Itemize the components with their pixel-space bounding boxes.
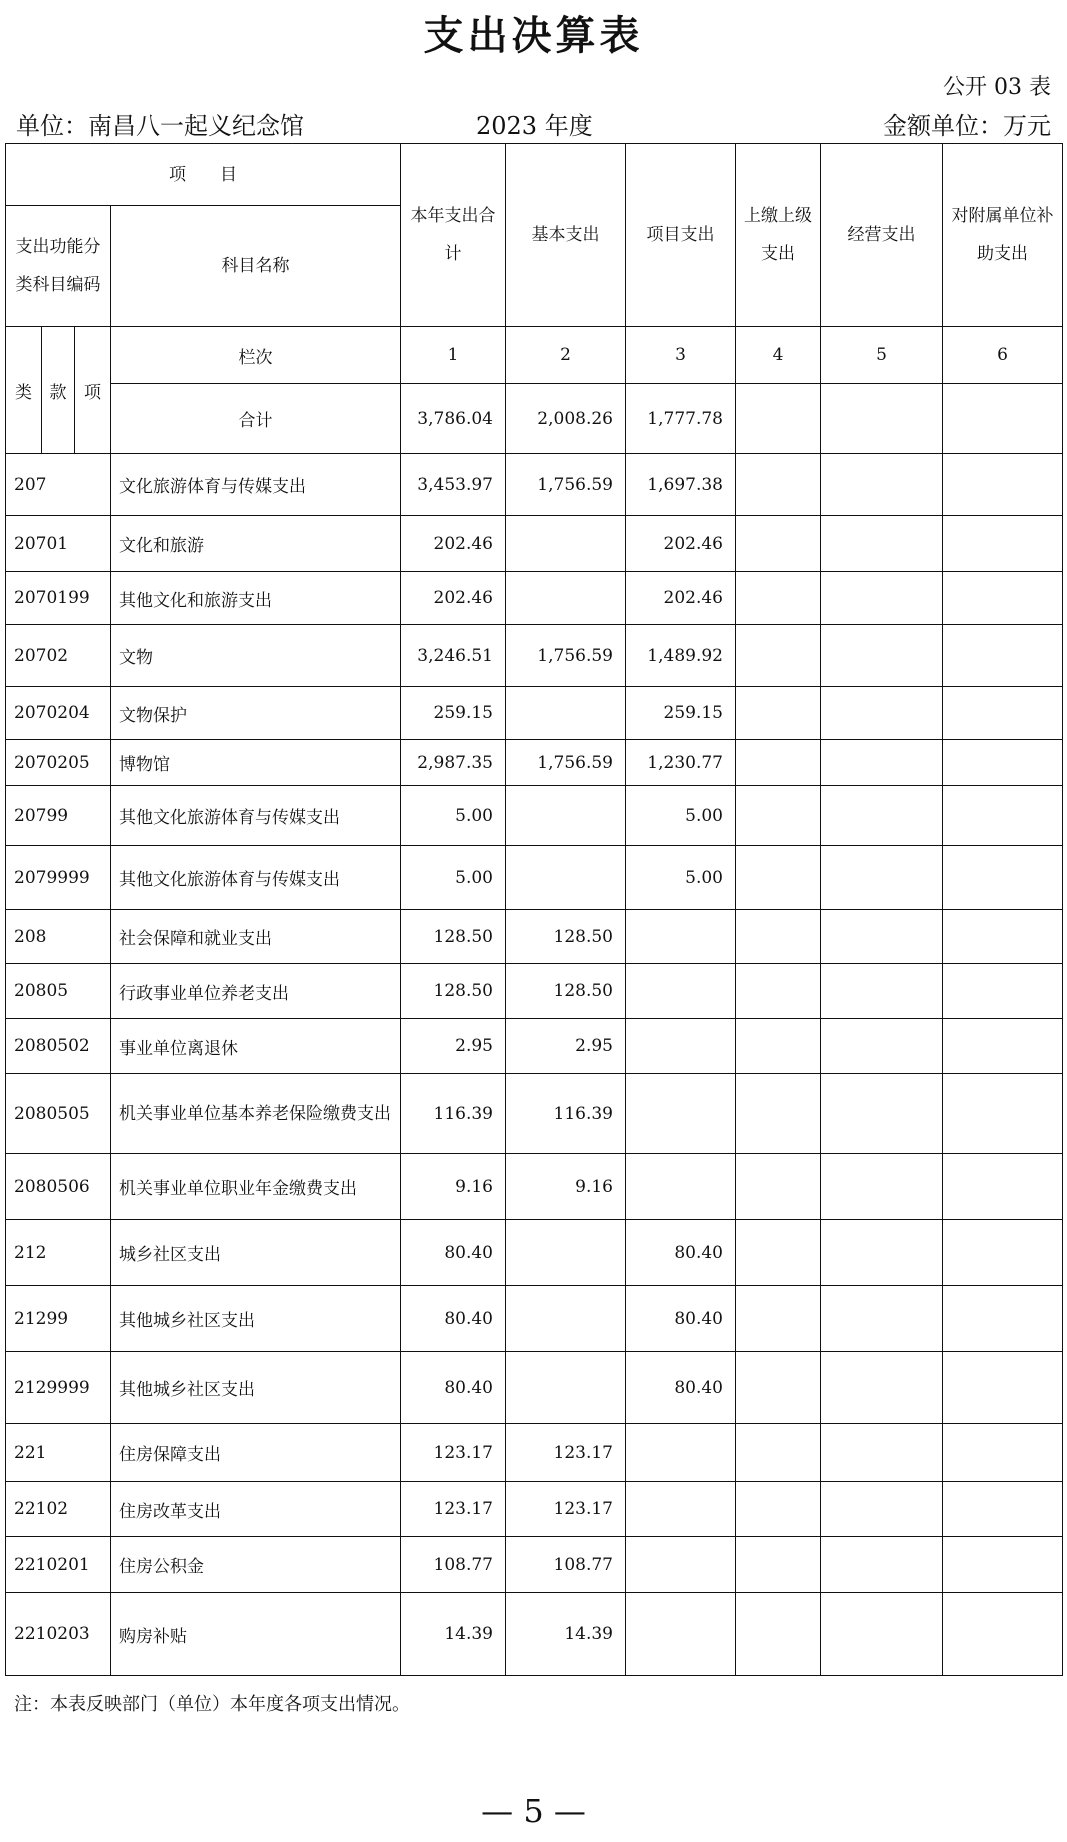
sum-value: [821, 384, 943, 454]
amount-subsidy: [943, 1074, 1063, 1154]
meta-row: [16, 106, 1051, 138]
amount-upper: [736, 1220, 821, 1286]
table-row: [6, 1220, 1063, 1286]
amount-basic: [506, 1352, 626, 1424]
amount-business: [821, 1537, 943, 1593]
page-number: — 5 —: [481, 1792, 586, 1830]
amount-business: [821, 1286, 943, 1352]
amount-subsidy: [943, 454, 1063, 516]
sum-value: 3,786.04: [401, 384, 506, 454]
col-total-header: 本年支出合计: [401, 144, 506, 327]
subject-code: 207: [6, 454, 111, 516]
table-row: [6, 1352, 1063, 1424]
amount-upper: [736, 786, 821, 846]
table-row: [6, 1286, 1063, 1352]
amount-project: [626, 1593, 736, 1676]
amount-basic: 2.95: [506, 1019, 626, 1074]
table-row: [6, 625, 1063, 687]
amount-total: 80.40: [401, 1352, 506, 1424]
subject-code: 2070204: [6, 687, 111, 740]
amount-business: [821, 1482, 943, 1537]
amount-upper: [736, 910, 821, 964]
subject-name: 机关事业单位基本养老保险缴费支出: [111, 1074, 401, 1154]
amount-upper: [736, 1482, 821, 1537]
amount-project: 1,489.92: [626, 625, 736, 687]
amount-subsidy: [943, 516, 1063, 572]
kuan-label: 款: [42, 327, 75, 454]
amount-upper: [736, 572, 821, 625]
table-row: [6, 454, 1063, 516]
subject-code: 212: [6, 1220, 111, 1286]
amount-business: [821, 1352, 943, 1424]
amount-business: [821, 1019, 943, 1074]
amount-total: 80.40: [401, 1286, 506, 1352]
col-basic-header: 基本支出: [506, 144, 626, 327]
amount-business: [821, 740, 943, 786]
amount-basic: 116.39: [506, 1074, 626, 1154]
column-number: 1: [401, 327, 506, 384]
column-number: 5: [821, 327, 943, 384]
table-row: [6, 1074, 1063, 1154]
table-row: [6, 1019, 1063, 1074]
table-row: [6, 1482, 1063, 1537]
amount-total: 2.95: [401, 1019, 506, 1074]
amount-project: [626, 1537, 736, 1593]
amount-total: 14.39: [401, 1593, 506, 1676]
amount-subsidy: [943, 1482, 1063, 1537]
table-row: [6, 1424, 1063, 1482]
column-number: 3: [626, 327, 736, 384]
amount-total: 3,246.51: [401, 625, 506, 687]
amount-upper: [736, 740, 821, 786]
amount-total: 80.40: [401, 1220, 506, 1286]
lei-label: 类: [6, 327, 42, 454]
subject-name: 其他文化和旅游支出: [111, 572, 401, 625]
amount-basic: [506, 572, 626, 625]
column-number: 6: [943, 327, 1063, 384]
amount-subsidy: [943, 1352, 1063, 1424]
sum-value: [736, 384, 821, 454]
amount-upper: [736, 516, 821, 572]
amount-upper: [736, 625, 821, 687]
amount-total: 123.17: [401, 1482, 506, 1537]
amount-upper: [736, 1154, 821, 1220]
table-row: [6, 786, 1063, 846]
subject-name: 文化旅游体育与传媒支出: [111, 454, 401, 516]
subject-name: 博物馆: [111, 740, 401, 786]
amount-project: 259.15: [626, 687, 736, 740]
subject-name: 住房保障支出: [111, 1424, 401, 1482]
amount-total: 128.50: [401, 964, 506, 1019]
amount-business: [821, 625, 943, 687]
subject-code: 20805: [6, 964, 111, 1019]
subject-code: 2079999: [6, 846, 111, 910]
subject-code: 208: [6, 910, 111, 964]
subject-name: 其他文化旅游体育与传媒支出: [111, 786, 401, 846]
amount-total: 128.50: [401, 910, 506, 964]
amount-total: 108.77: [401, 1537, 506, 1593]
amount-basic: 128.50: [506, 910, 626, 964]
amount-upper: [736, 687, 821, 740]
amount-upper: [736, 1424, 821, 1482]
amount-total: 3,453.97: [401, 454, 506, 516]
amount-basic: 128.50: [506, 964, 626, 1019]
sum-label: 合计: [111, 384, 401, 454]
amount-upper: [736, 1593, 821, 1676]
amount-subsidy: [943, 964, 1063, 1019]
subject-name: 文化和旅游: [111, 516, 401, 572]
amount-upper: [736, 454, 821, 516]
amount-project: [626, 964, 736, 1019]
amount-basic: [506, 687, 626, 740]
amount-total: 202.46: [401, 516, 506, 572]
amount-subsidy: [943, 1154, 1063, 1220]
code-col-header: 支出功能分类科目编码: [6, 206, 111, 327]
subject-code: 20702: [6, 625, 111, 687]
amount-basic: 123.17: [506, 1482, 626, 1537]
column-label: 栏次: [111, 327, 401, 384]
amount-project: 5.00: [626, 786, 736, 846]
amount-subsidy: [943, 1593, 1063, 1676]
year-label: 2023 年度: [476, 112, 593, 140]
subject-code: 20701: [6, 516, 111, 572]
amount-project: 80.40: [626, 1286, 736, 1352]
amount-basic: 9.16: [506, 1154, 626, 1220]
amount-total: 5.00: [401, 846, 506, 910]
amount-subsidy: [943, 740, 1063, 786]
amount-business: [821, 687, 943, 740]
amount-business: [821, 516, 943, 572]
amount-upper: [736, 964, 821, 1019]
amount-business: [821, 786, 943, 846]
amount-subsidy: [943, 1286, 1063, 1352]
col-upper-header: 上缴上级支出: [736, 144, 821, 327]
subject-name: 事业单位离退休: [111, 1019, 401, 1074]
amount-upper: [736, 1286, 821, 1352]
subject-name: 其他文化旅游体育与传媒支出: [111, 846, 401, 910]
amount-basic: [506, 846, 626, 910]
subject-name: 购房补贴: [111, 1593, 401, 1676]
table-row: [6, 846, 1063, 910]
amount-basic: 1,756.59: [506, 625, 626, 687]
amount-subsidy: [943, 1019, 1063, 1074]
unit-label: 单位：南昌八一起义纪念馆: [16, 112, 304, 140]
amount-project: 5.00: [626, 846, 736, 910]
subject-code: 22102: [6, 1482, 111, 1537]
subject-name: 住房改革支出: [111, 1482, 401, 1537]
amount-basic: [506, 1220, 626, 1286]
subject-code: 2129999: [6, 1352, 111, 1424]
amount-project: [626, 1019, 736, 1074]
table-row: [6, 964, 1063, 1019]
subject-name: 住房公积金: [111, 1537, 401, 1593]
amount-business: [821, 1220, 943, 1286]
amount-upper: [736, 1019, 821, 1074]
amount-business: [821, 910, 943, 964]
amount-project: 1,230.77: [626, 740, 736, 786]
subject-code: 20799: [6, 786, 111, 846]
amount-total: 9.16: [401, 1154, 506, 1220]
amount-project: 202.46: [626, 572, 736, 625]
amount-project: [626, 1074, 736, 1154]
sum-value: [943, 384, 1063, 454]
amount-total: 2,987.35: [401, 740, 506, 786]
table-row: [6, 687, 1063, 740]
table-row: [6, 572, 1063, 625]
amount-total: 123.17: [401, 1424, 506, 1482]
subject-name: 文物: [111, 625, 401, 687]
xiang-label: 项: [75, 327, 111, 454]
amount-total: 202.46: [401, 572, 506, 625]
amount-subsidy: [943, 846, 1063, 910]
table-row: [6, 516, 1063, 572]
header-row-project: [6, 144, 1063, 206]
project-header: 项 目: [6, 144, 401, 206]
amount-basic: [506, 516, 626, 572]
amount-basic: [506, 1286, 626, 1352]
column-number: 2: [506, 327, 626, 384]
subject-code: 2210203: [6, 1593, 111, 1676]
amount-total: 259.15: [401, 687, 506, 740]
subject-code: 2210201: [6, 1537, 111, 1593]
amount-basic: 14.39: [506, 1593, 626, 1676]
amount-subsidy: [943, 910, 1063, 964]
amount-project: [626, 1154, 736, 1220]
expenditure-table: [5, 143, 1063, 1676]
col-subsidy-header: 对附属单位补助支出: [943, 144, 1063, 327]
subject-name: 其他城乡社区支出: [111, 1352, 401, 1424]
subject-name: 行政事业单位养老支出: [111, 964, 401, 1019]
subject-code: 221: [6, 1424, 111, 1482]
amount-project: [626, 1482, 736, 1537]
amount-business: [821, 1424, 943, 1482]
sum-row: [6, 384, 1063, 454]
subject-name: 城乡社区支出: [111, 1220, 401, 1286]
table-row: [6, 740, 1063, 786]
subject-code: 2080506: [6, 1154, 111, 1220]
amount-project: [626, 1424, 736, 1482]
subject-name: 机关事业单位职业年金缴费支出: [111, 1154, 401, 1220]
column-number: 4: [736, 327, 821, 384]
amount-basic: [506, 786, 626, 846]
col-business-header: 经营支出: [821, 144, 943, 327]
amount-basic: 1,756.59: [506, 740, 626, 786]
table-row: [6, 1593, 1063, 1676]
amount-business: [821, 846, 943, 910]
subject-code: 2070205: [6, 740, 111, 786]
amount-project: 80.40: [626, 1352, 736, 1424]
amount-project: 80.40: [626, 1220, 736, 1286]
table-row: [6, 910, 1063, 964]
amount-business: [821, 1074, 943, 1154]
amount-business: [821, 572, 943, 625]
amount-subsidy: [943, 1220, 1063, 1286]
amount-project: 202.46: [626, 516, 736, 572]
amount-subsidy: [943, 687, 1063, 740]
amount-subsidy: [943, 786, 1063, 846]
amount-basic: 1,756.59: [506, 454, 626, 516]
amount-business: [821, 454, 943, 516]
sum-value: 2,008.26: [506, 384, 626, 454]
amount-upper: [736, 1537, 821, 1593]
amount-basic: 123.17: [506, 1424, 626, 1482]
amount-basic: 108.77: [506, 1537, 626, 1593]
subject-code: 2070199: [6, 572, 111, 625]
amount-business: [821, 1593, 943, 1676]
table-row: [6, 1154, 1063, 1220]
subject-code: 2080502: [6, 1019, 111, 1074]
name-col-header: 科目名称: [111, 206, 401, 327]
subject-name: 文物保护: [111, 687, 401, 740]
amount-upper: [736, 846, 821, 910]
amount-subsidy: [943, 1424, 1063, 1482]
sum-value: 1,777.78: [626, 384, 736, 454]
subject-code: 2080505: [6, 1074, 111, 1154]
amount-project: 1,697.38: [626, 454, 736, 516]
amount-subsidy: [943, 625, 1063, 687]
amount-project: [626, 910, 736, 964]
table-note: 注：本表反映部门（单位）本年度各项支出情况。: [14, 1694, 410, 1715]
amount-upper: [736, 1352, 821, 1424]
amount-subsidy: [943, 1537, 1063, 1593]
subject-name: 社会保障和就业支出: [111, 910, 401, 964]
page-title: 支出决算表: [423, 13, 644, 59]
amount-upper: [736, 1074, 821, 1154]
form-number: 公开 03 表: [943, 75, 1051, 100]
amount-business: [821, 964, 943, 1019]
amount-total: 116.39: [401, 1074, 506, 1154]
column-number-row: [6, 327, 1063, 384]
col-project-header: 项目支出: [626, 144, 736, 327]
subject-code: 21299: [6, 1286, 111, 1352]
money-unit-label: 金额单位：万元: [883, 112, 1051, 140]
subject-name: 其他城乡社区支出: [111, 1286, 401, 1352]
amount-subsidy: [943, 572, 1063, 625]
amount-business: [821, 1154, 943, 1220]
table-row: [6, 1537, 1063, 1593]
amount-total: 5.00: [401, 786, 506, 846]
